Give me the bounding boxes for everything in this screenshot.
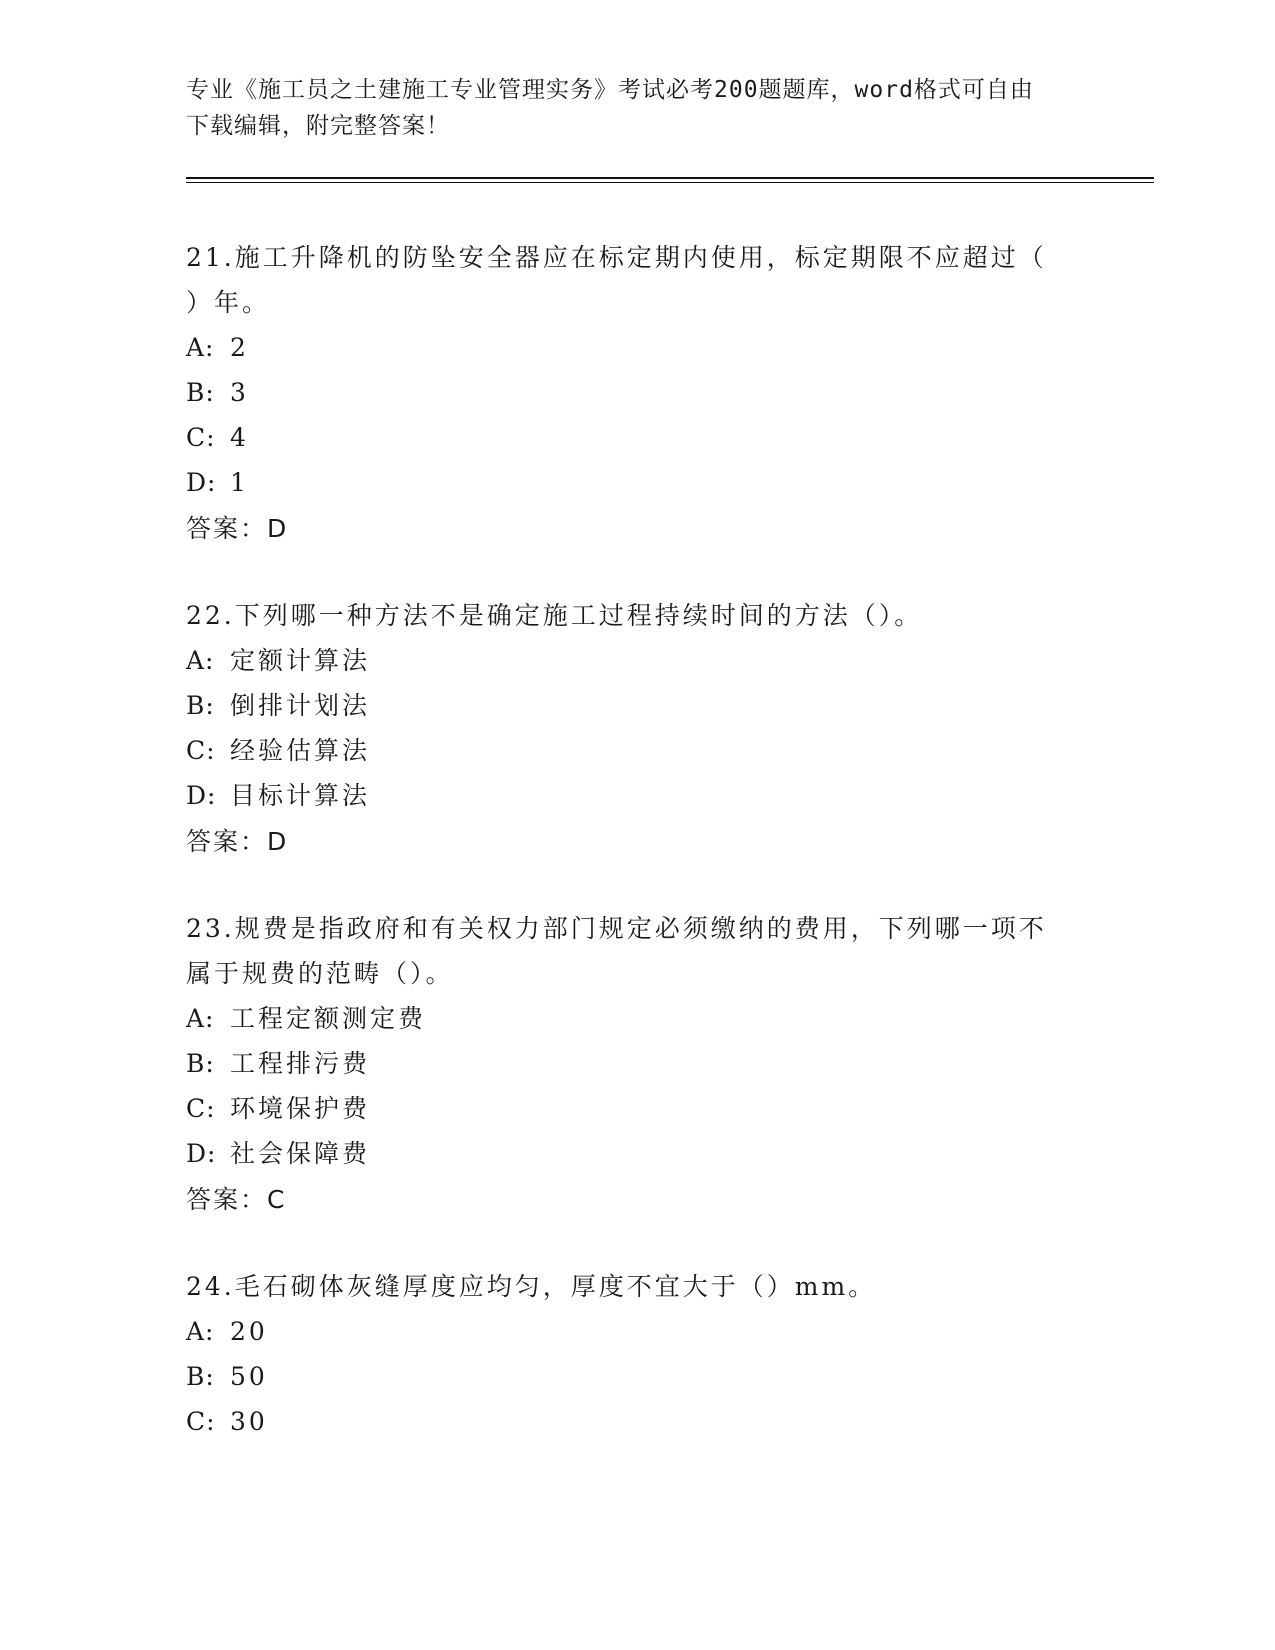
option-text: 环境保护费 bbox=[230, 1094, 371, 1123]
option-letter: B: bbox=[186, 378, 215, 407]
option-letter: C: bbox=[186, 1094, 216, 1123]
option-a bbox=[186, 996, 1086, 1041]
option-text: 2 bbox=[230, 333, 249, 362]
question-stem-continued: ）年。 bbox=[186, 288, 271, 317]
header-divider-thin bbox=[186, 182, 1154, 183]
answer-line: 答案：D bbox=[186, 514, 289, 543]
option-c bbox=[186, 1399, 1086, 1444]
option-b bbox=[186, 1354, 1086, 1399]
option-b bbox=[186, 683, 1086, 728]
option-letter: C: bbox=[186, 1407, 216, 1436]
option-text: 倒排计划法 bbox=[230, 691, 371, 720]
option-letter: D: bbox=[186, 781, 217, 810]
option-text: 目标计算法 bbox=[230, 781, 371, 810]
option-c bbox=[186, 728, 1086, 773]
question-spacer bbox=[186, 1224, 1086, 1264]
question-stem: 21.施工升降机的防坠安全器应在标定期内使用，标定期限不应超过（ bbox=[186, 243, 1047, 272]
option-letter: B: bbox=[186, 691, 215, 720]
question-stem: 24.毛石砌体灰缝厚度应均匀，厚度不宜大于（）mm。 bbox=[186, 1272, 877, 1301]
option-a bbox=[186, 325, 1086, 370]
option-letter: C: bbox=[186, 736, 216, 765]
option-d bbox=[186, 1131, 1086, 1176]
question-stem: 22.下列哪一种方法不是确定施工过程持续时间的方法（）。 bbox=[186, 601, 923, 630]
option-c bbox=[186, 415, 1086, 460]
option-d bbox=[186, 460, 1086, 505]
option-letter: A: bbox=[186, 646, 215, 675]
header-line-2: 下载编辑，附完整答案！ bbox=[186, 113, 450, 139]
document-header bbox=[186, 72, 1086, 144]
option-text: 50 bbox=[230, 1362, 268, 1391]
option-letter: C: bbox=[186, 423, 216, 452]
option-letter: D: bbox=[186, 1139, 217, 1168]
question-list bbox=[186, 235, 1086, 1444]
answer-line: 答案：D bbox=[186, 827, 289, 856]
option-letter: B: bbox=[186, 1049, 215, 1078]
question-22 bbox=[186, 593, 1086, 866]
question-23 bbox=[186, 906, 1086, 1224]
option-text: 4 bbox=[230, 423, 249, 452]
option-text: 30 bbox=[230, 1407, 268, 1436]
option-a bbox=[186, 638, 1086, 683]
option-letter: A: bbox=[186, 333, 215, 362]
option-text: 经验估算法 bbox=[230, 736, 371, 765]
option-b bbox=[186, 370, 1086, 415]
option-letter: D: bbox=[186, 468, 217, 497]
header-divider-thick bbox=[186, 177, 1154, 179]
option-b bbox=[186, 1041, 1086, 1086]
option-text: 20 bbox=[230, 1317, 268, 1346]
option-d bbox=[186, 773, 1086, 818]
header-line-1: 专业《施工员之土建施工专业管理实务》考试必考200题题库，word格式可自由 bbox=[186, 77, 1034, 103]
question-21 bbox=[186, 235, 1086, 553]
option-text: 工程定额测定费 bbox=[230, 1004, 427, 1033]
question-spacer bbox=[186, 553, 1086, 593]
answer-line: 答案：C bbox=[186, 1185, 287, 1214]
option-text: 社会保障费 bbox=[230, 1139, 371, 1168]
question-24 bbox=[186, 1264, 1086, 1444]
option-letter: A: bbox=[186, 1317, 215, 1346]
option-letter: A: bbox=[186, 1004, 215, 1033]
option-text: 工程排污费 bbox=[230, 1049, 371, 1078]
question-stem-continued: 属于规费的范畴（）。 bbox=[186, 959, 454, 988]
option-a bbox=[186, 1309, 1086, 1354]
option-text: 1 bbox=[230, 468, 249, 497]
option-text: 3 bbox=[230, 378, 249, 407]
question-stem: 23.规费是指政府和有关权力部门规定必须缴纳的费用，下列哪一项不 bbox=[186, 914, 1047, 943]
question-spacer bbox=[186, 866, 1086, 906]
option-c bbox=[186, 1086, 1086, 1131]
option-text: 定额计算法 bbox=[230, 646, 371, 675]
option-letter: B: bbox=[186, 1362, 215, 1391]
